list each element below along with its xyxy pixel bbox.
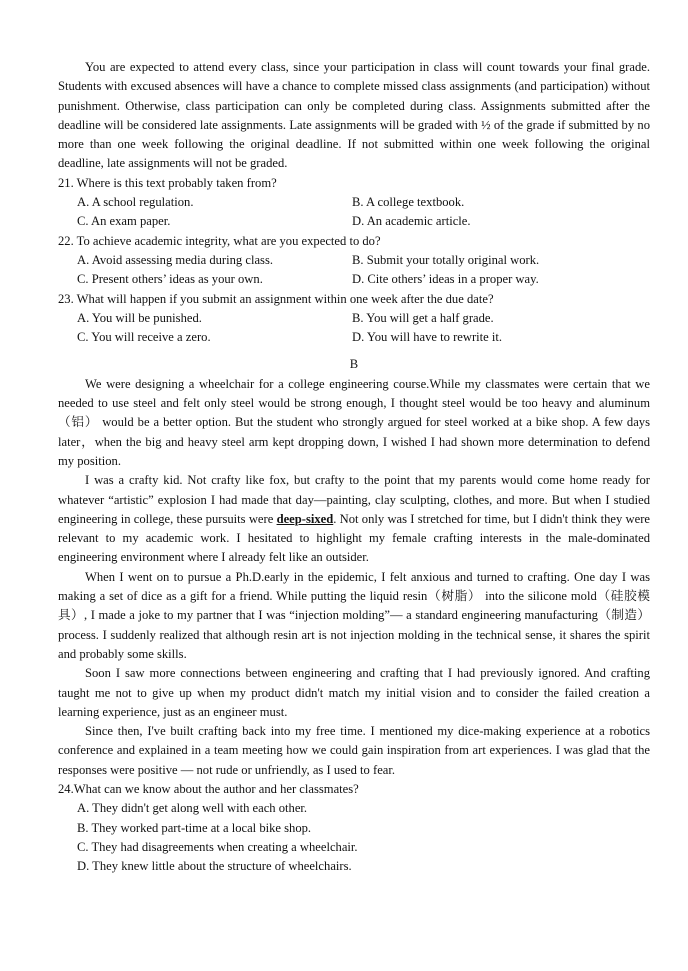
passage-b-paragraph-2	[58, 471, 650, 567]
question-24-option-d: D. They knew little about the structure of wheelchairs.	[77, 859, 352, 874]
question-24-stem: 24.What can we know about the author and her classmates?	[58, 781, 359, 796]
question-23	[58, 290, 650, 348]
question-22-option-d: D. Cite others’ ideas in a proper way.	[352, 272, 539, 287]
question-22-option-a: A. Avoid assessing media during class.	[77, 252, 273, 267]
question-21-option-a: A. A school regulation.	[77, 195, 194, 210]
document-page	[58, 58, 650, 876]
question-23-stem: 23. What will happen if you submit an assignment within one week after the due date?	[58, 291, 494, 306]
passage-b-paragraph-4: Soon I saw more connections between engineering and crafting that I had previously ignored. And crafting taught me not to give up when my product didn't match my initial vision and to consider the failed creation a learning experience, just as an engineer must.	[58, 666, 650, 719]
passage-a-paragraph: You are expected to attend every class, since your participation in class will count towards your final grade. Students with excused absences will have a chance to complete missed class assignments (and participation) without punishment. Otherwise, class participation can only be completed during class. Assignments submitted after the deadline will be considered late assignments. Late assignments will be graded with ½ of the grade if submitted by no more than one week following the original deadline. If not submitted within one week following the original deadline, late assignments will not be graded.	[58, 60, 650, 171]
question-22-option-b: B. Submit your totally original work.	[352, 252, 540, 267]
question-23-option-a: A. You will be punished.	[77, 310, 202, 325]
passage-b-paragraph-1: We were designing a wheelchair for a college engineering course.While my classmates were certain that we needed to use steel and felt only steel would be strong enough, I thought steel would be too heavy and aluminum（铝） would be a better option. But the student who strongly argued for steel worked at a bike shop. A few days later，when the big and heavy steel arm kept dropping down, I wished I had shown more determination to defend my position.	[58, 376, 650, 468]
question-24	[58, 780, 650, 876]
question-22-stem: 22. To achieve academic integrity, what are you expected to do?	[58, 233, 381, 248]
question-24-option-c: C. They had disagreements when creating a wheelchair.	[77, 839, 358, 854]
question-21-option-b: B. A college textbook.	[352, 195, 465, 210]
question-21	[58, 174, 650, 232]
question-23-option-b: B. You will get a half grade.	[352, 310, 494, 325]
question-24-option-a: A. They didn't get along well with each other.	[77, 801, 308, 816]
paragraph-2-text-after: . Not only was I stretched for time, but I didn't think they were relevant to my academic work. I hesitated to highlight my female crafting interests in the male-dominated engineering environment where I already felt like an outsider.	[58, 511, 651, 565]
question-21-stem: 21. Where is this text probably taken from?	[58, 175, 277, 190]
question-24-option-b: B. They worked part-time at a local bike shop.	[77, 820, 312, 835]
question-22-option-c: C. Present others’ ideas as your own.	[77, 272, 263, 287]
passage-b-paragraph-3: When I went on to pursue a Ph.D.early in the epidemic, I felt anxious and turned to crafting. One day I was making a set of dice as a gift for a friend. While putting the liquid resin（树脂） into the silicone mold（硅胶模具）, I made a joke to my partner that I was “injection molding”— a standard engineering manufacturing（制造） process. I suddenly realized that although resin art is not injection molding in the technical sense, it shares the spirit and probably some skills.	[58, 569, 650, 661]
underlined-phrase: deep-sixed	[276, 511, 334, 526]
question-23-option-c: C. You will receive a zero.	[77, 330, 211, 345]
question-21-option-c: C. An exam paper.	[77, 214, 171, 229]
section-b-heading: B	[349, 357, 359, 372]
passage-b-paragraph-5: Since then, I've built crafting back into my free time. I mentioned my dice-making experience at a robotics conference and explained in a team meeting how we could gain inspiration from art experiences. I was glad that the responses were positive — not rude or unfriendly, as I used to fear.	[58, 724, 650, 777]
question-21-option-d: D. An academic article.	[352, 214, 471, 229]
question-23-option-d: D. You will have to rewrite it.	[352, 330, 503, 345]
paragraph-2-text-before: I was a crafty kid. Not crafty like fox, but crafty to the point that my parents would come home ready for whatever “artistic” explosion I had made that day—painting, clay sculpting, clothes, and more. But when I studied engineering in college, these pursuits were	[58, 473, 650, 526]
question-22	[58, 232, 650, 290]
